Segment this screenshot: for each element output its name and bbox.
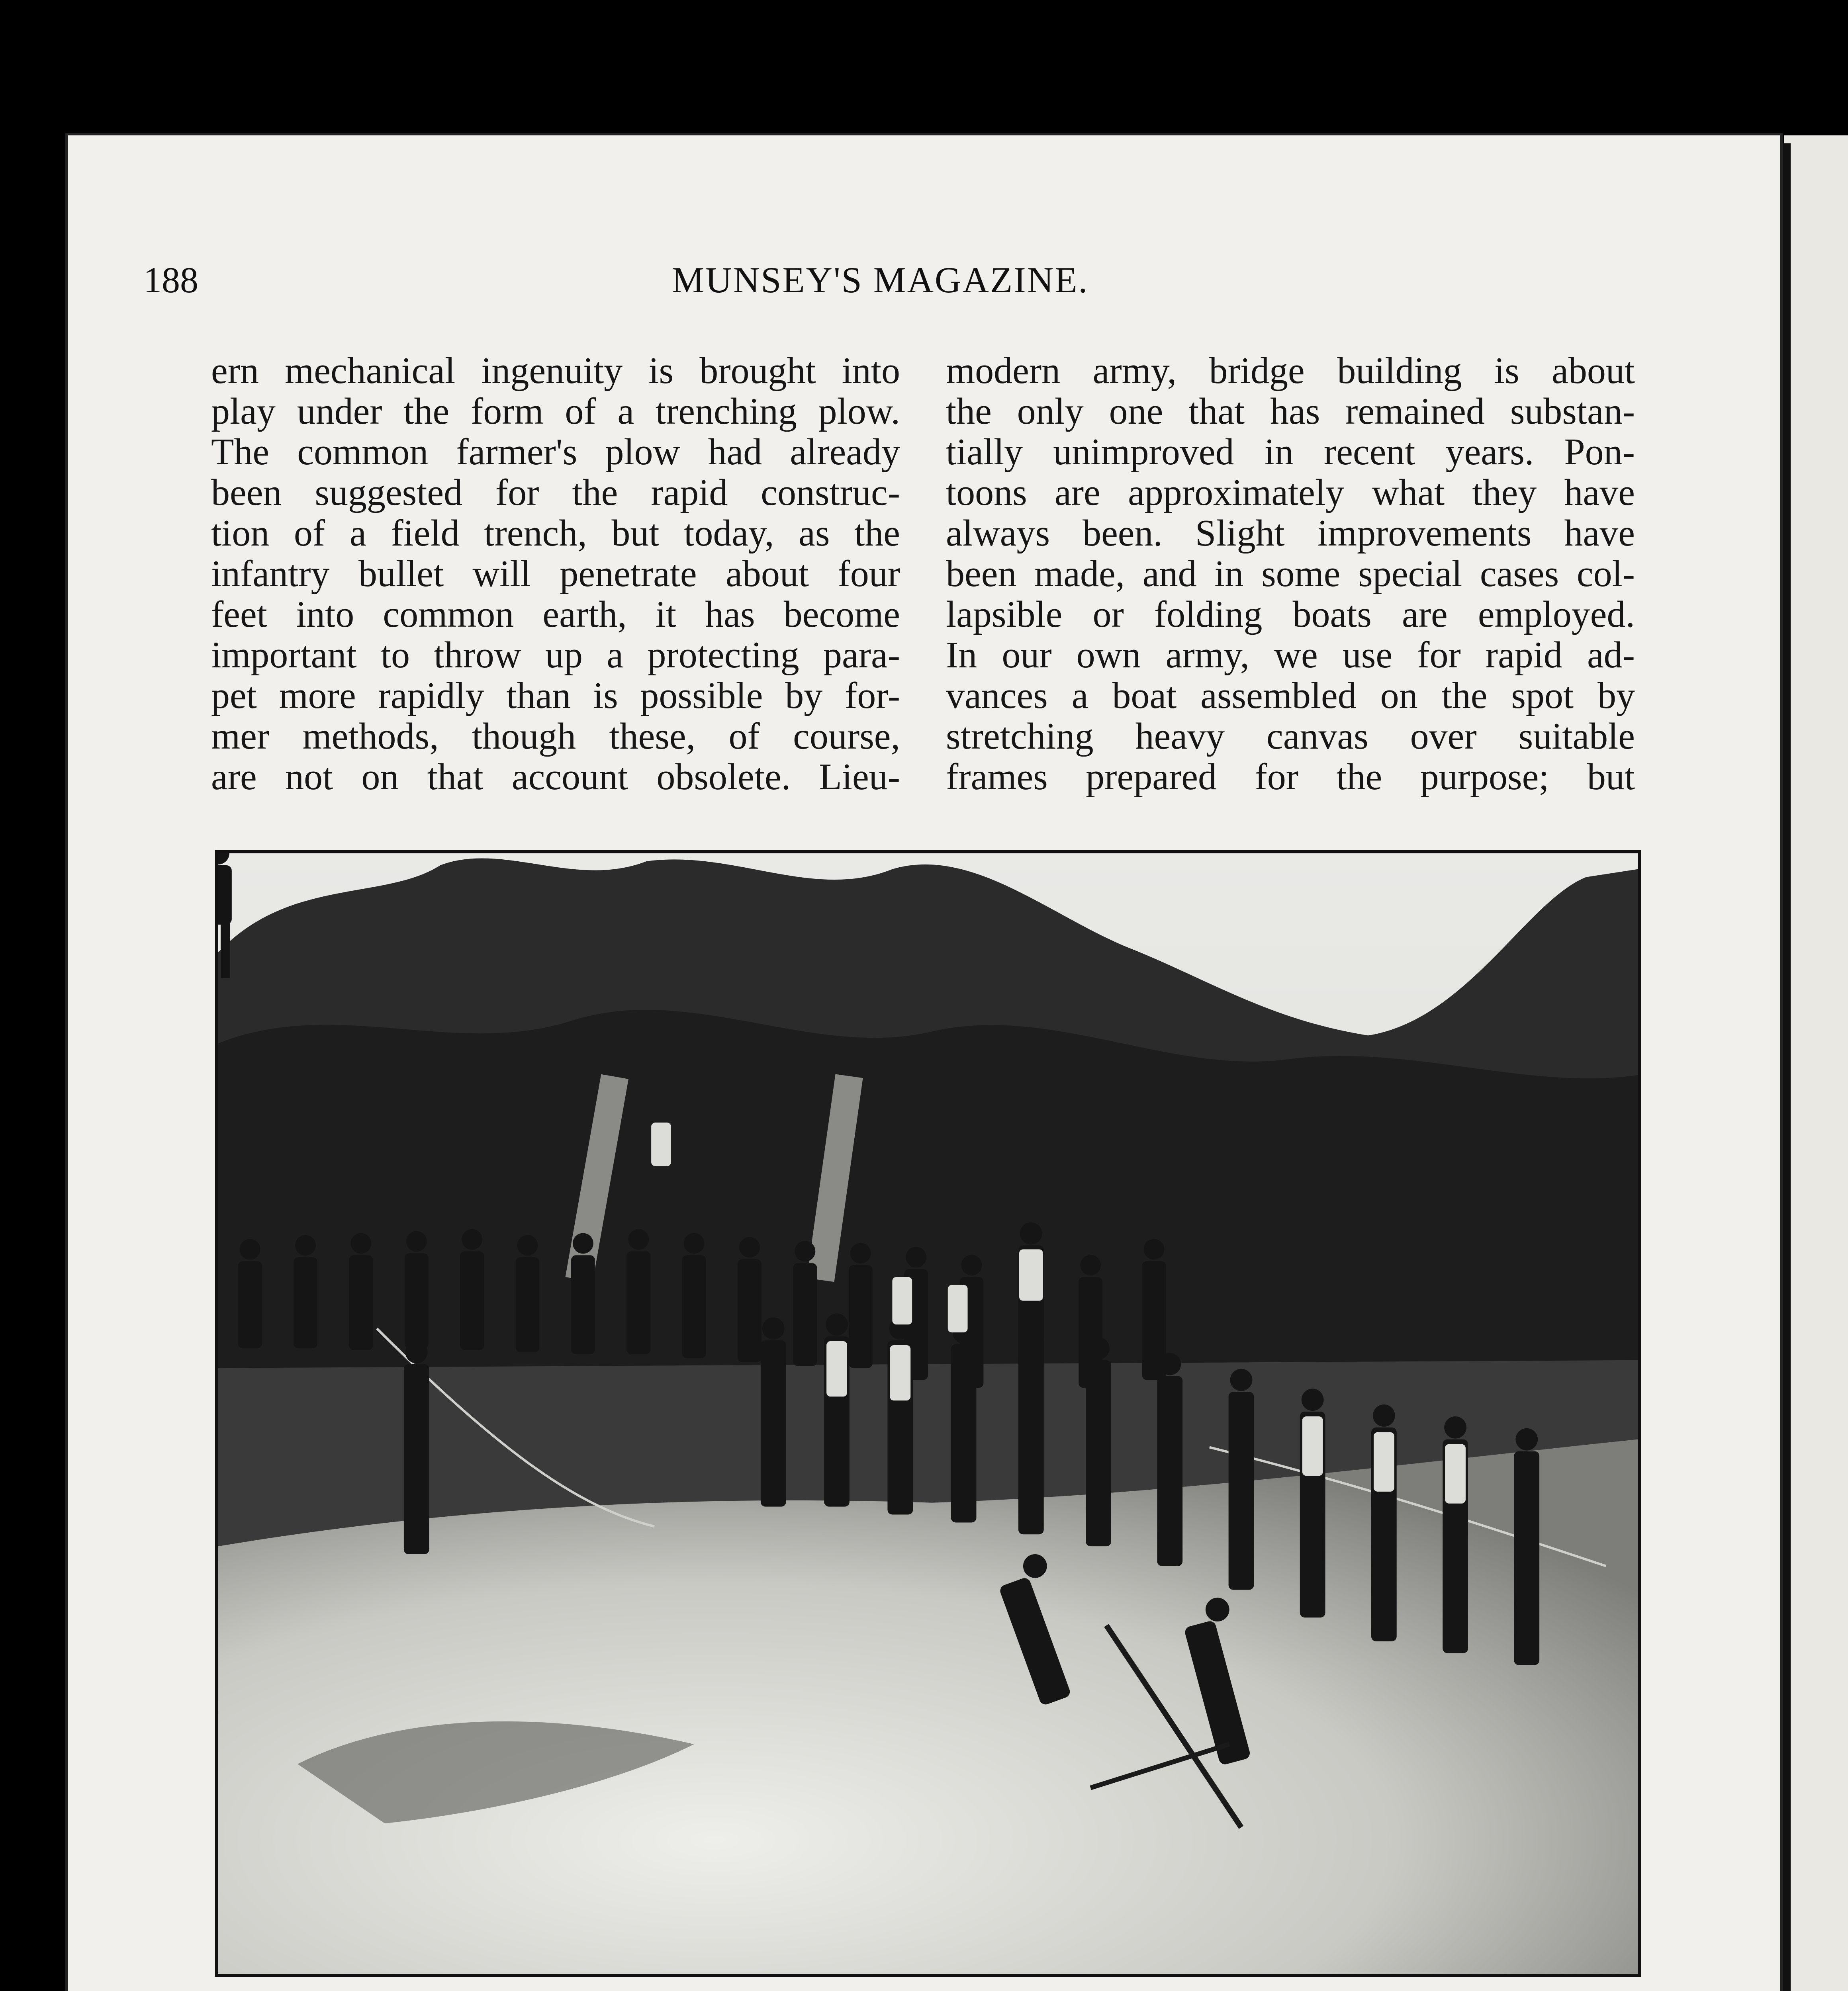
page-header: [143, 259, 1617, 315]
upper-right-column: [946, 350, 1635, 797]
text-line: been suggested for the rapid construc-: [211, 472, 900, 513]
text-line: mer methods, though these, of course,: [211, 716, 900, 757]
text-line: pet more rapidly than is possible by for-: [211, 675, 900, 716]
text-line: important to throw up a protecting para-: [211, 635, 900, 675]
text-line: ern mechanical ingenuity is brought into: [211, 350, 900, 391]
text-line: toons are approximately what they have: [946, 472, 1635, 513]
photograph-royal-engineers: [215, 850, 1641, 1977]
text-line: play under the form of a trenching plow.: [211, 391, 900, 432]
text-line: vances a boat assembled on the spot by: [946, 675, 1635, 716]
text-line: The common farmer's plow had already: [211, 432, 900, 472]
text-line: are not on that account obsolete. Lieu-: [211, 757, 900, 797]
text-line: infantry bullet will penetrate about four: [211, 553, 900, 594]
text-line: frames prepared for the purpose; but: [946, 757, 1635, 797]
running-title: MUNSEY'S MAGAZINE.: [671, 260, 1089, 300]
upper-left-column: [211, 350, 900, 797]
text-line: In our own army, we use for rapid ad-: [946, 635, 1635, 675]
text-line: tion of a field trench, but today, as the: [211, 513, 900, 553]
text-line: modern army, bridge building is about: [946, 350, 1635, 391]
photo-illustration: [218, 853, 1638, 1974]
text-line: always been. Slight improvements have: [946, 513, 1635, 553]
text-line: lapsible or folding boats are employed.: [946, 594, 1635, 635]
text-line: been made, and in some special cases col-: [946, 553, 1635, 594]
adjacent-page-edge: [1784, 135, 1848, 1991]
page-number: 188: [143, 260, 198, 300]
text-line: stretching heavy canvas over suitable: [946, 716, 1635, 757]
text-line: the only one that has remained substan-: [946, 391, 1635, 432]
page-gutter-shadow: [1780, 143, 1791, 1991]
text-line: tially unimproved in recent years. Pon-: [946, 432, 1635, 472]
text-line: feet into common earth, it has become: [211, 594, 900, 635]
